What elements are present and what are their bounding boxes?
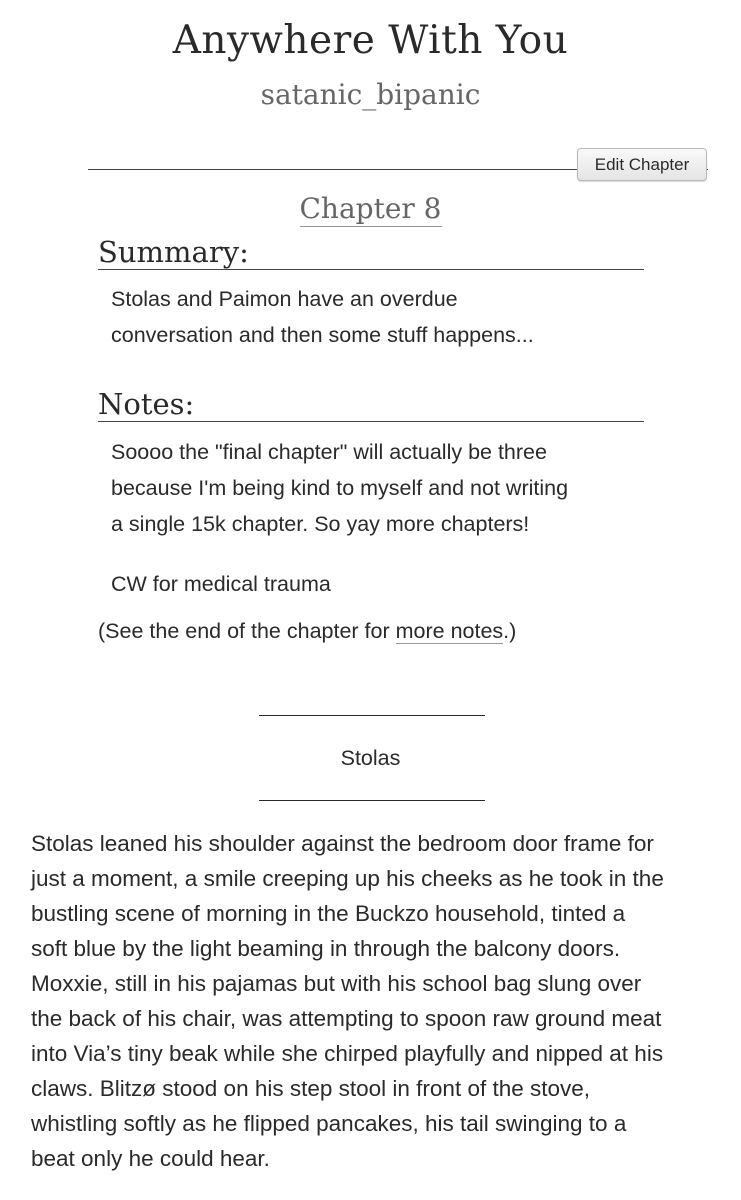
body-line: Moxxie, still in his pajamas but with his school bag slung over: [31, 971, 642, 996]
chapter-title-wrapper: [0, 192, 741, 225]
author-name[interactable]: satanic_bipanic: [260, 78, 481, 111]
body-line: beat only he could hear.: [31, 1146, 270, 1171]
edit-chapter-button[interactable]: Edit Chapter: [577, 148, 707, 181]
body-line: into Via’s tiny beak while she chirped playfully and nipped at his: [31, 1041, 664, 1066]
section-divider-bottom: [259, 800, 485, 801]
summary-block: [111, 281, 651, 353]
section-divider-top: [259, 715, 485, 716]
work-title: Anywhere With You: [172, 18, 569, 63]
body-line: just a moment, a smile creeping up his cheeks as he took in the: [31, 866, 664, 891]
notes-heading: Notes:: [98, 387, 644, 422]
body-line: bustling scene of morning in the Buckzo household, tinted a: [31, 901, 626, 926]
body-line: whistling softly as he flipped pancakes, his tail swinging to a: [31, 1111, 627, 1136]
chapter-body: [31, 826, 731, 1176]
chapter-title-link[interactable]: Chapter 8: [299, 192, 442, 225]
section-pov-name: Stolas: [340, 746, 401, 770]
body-line: claws. Blitzø stood on his step stool in front of the stove,: [31, 1076, 591, 1101]
summary-heading: Summary:: [98, 235, 644, 270]
notes-line: a single 15k chapter. So yay more chapters!: [111, 512, 530, 536]
content-warning: [111, 566, 651, 602]
end-notes-suffix: .): [503, 619, 517, 643]
notes-line: Soooo the "final chapter" will actually be three: [111, 440, 547, 464]
end-notes-reference: [98, 613, 516, 649]
body-line: the back of his chair, was attempting to spoon raw ground meat: [31, 1006, 662, 1031]
summary-line: Stolas and Paimon have an overdue: [111, 287, 458, 311]
end-notes-prefix: (See the end of the chapter for: [98, 619, 396, 643]
more-notes-link[interactable]: more notes: [395, 619, 504, 643]
body-line: soft blue by the light beaming in through the balcony doors.: [31, 936, 621, 961]
cw-text: CW for medical trauma: [111, 572, 331, 596]
body-line: Stolas leaned his shoulder against the bedroom door frame for: [31, 831, 654, 856]
summary-line: conversation and then some stuff happens...: [111, 323, 534, 347]
notes-line: because I'm being kind to myself and not writing: [111, 476, 569, 500]
notes-block: [111, 434, 651, 542]
